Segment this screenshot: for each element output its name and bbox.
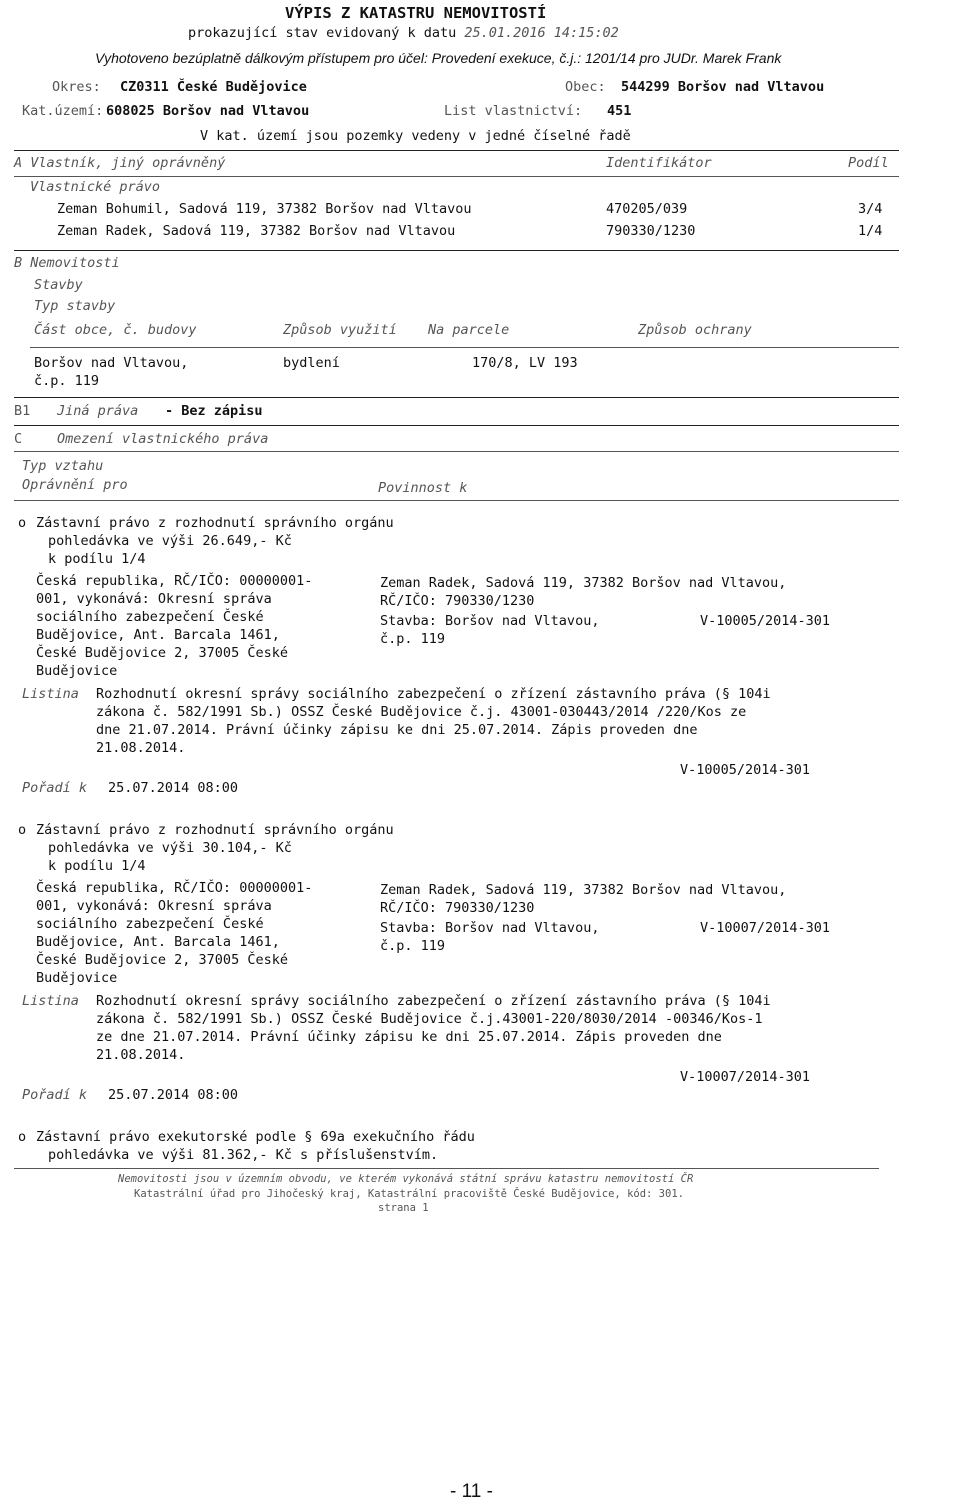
divider — [14, 397, 899, 398]
entry-reference: V-10007/2014-301 — [700, 920, 831, 936]
subtitle: prokazující stav evidovaný k datu 25.01.2016 14:15:02 — [188, 25, 619, 41]
entry-amount: pohledávka ve výši 81.362,- Kč s příslušenstvím. — [48, 1147, 439, 1163]
purpose-line: Vyhotoveno bezúplatně dálkovým přístupem pro účel: Provedení exekuce, č.j.: 1201/14 pro JUDr. Marek Frank — [95, 50, 782, 66]
debtor-line: Zeman Radek, Sadová 119, 37382 Boršov nad Vltavou, — [380, 575, 787, 591]
subtitle-date: 25.01.2016 14:15:02 — [464, 25, 619, 41]
katuzemi-value: 608025 Boršov nad Vltavou — [106, 103, 310, 119]
section-b1-value: - Bez zápisu — [165, 403, 263, 419]
listina-label: Listina — [22, 686, 79, 702]
typ-stavby: Typ stavby — [34, 298, 116, 314]
debtor-line: RČ/IČO: 790330/1230 — [380, 593, 535, 609]
building-parcel: 170/8, LV 193 — [472, 355, 578, 371]
entry-title: Zástavní právo exekutorské podle § 69a exekučního řádu — [36, 1129, 475, 1145]
col-zpusob-vyuziti: Způsob využití — [283, 322, 397, 338]
entry-title: Zástavní právo z rozhodnutí správního orgánu — [36, 822, 394, 838]
col-identifikator: Identifikátor — [606, 155, 712, 171]
footer-line: Katastrální úřad pro Jihočeský kraj, Katastrální pracoviště České Budějovice, kód: 301. — [134, 1188, 684, 1200]
katuzemi-label: Kat.území: — [22, 103, 104, 119]
creditor-line: Česká republika, RČ/IČO: 00000001- — [36, 573, 313, 589]
creditor-line: 001, vykonává: Okresní správa — [36, 591, 272, 607]
section-c-label: C — [14, 431, 23, 447]
owner-name: Zeman Radek, Sadová 119, 37382 Boršov nad Vltavou — [57, 223, 456, 239]
debtor-line: Zeman Radek, Sadová 119, 37382 Boršov nad Vltavou, — [380, 882, 787, 898]
divider — [14, 425, 899, 426]
section-a-heading: A Vlastník, jiný oprávněný — [14, 155, 226, 171]
creditor-line: Budějovice, Ant. Barcala 1461, — [36, 627, 280, 643]
owner-id: 470205/039 — [606, 201, 688, 217]
creditor-line: sociálního zabezpečení České — [36, 609, 264, 625]
footer-page: strana 1 — [378, 1202, 429, 1214]
creditor-line: 001, vykonává: Okresní správa — [36, 898, 272, 914]
owner-id: 790330/1230 — [606, 223, 696, 239]
owner-share: 1/4 — [858, 223, 883, 239]
okres-value: CZ0311 České Budějovice — [120, 79, 307, 95]
footer-line: Nemovitosti jsou v územním obvodu, ve kterém vykonává státní správu katastru nemovitostí ČR — [118, 1173, 694, 1185]
entry-bullet: o — [18, 515, 27, 531]
poradi-value: 25.07.2014 08:00 — [108, 1087, 239, 1103]
col-zpusob-ochrany: Způsob ochrany — [638, 322, 752, 338]
creditor-line: Česká republika, RČ/IČO: 00000001- — [36, 880, 313, 896]
divider — [14, 150, 899, 151]
typ-vztahu: Typ vztahu — [22, 458, 104, 474]
listina-label: Listina — [22, 993, 79, 1009]
section-b-heading: B Nemovitosti — [14, 255, 120, 271]
creditor-line: České Budějovice 2, 37005 České — [36, 645, 288, 661]
kat-note: V kat. území jsou pozemky vedeny v jedné číselné řadě — [200, 128, 631, 144]
divider — [30, 347, 899, 348]
debtor-line: č.p. 119 — [380, 938, 446, 954]
entry-bullet: o — [18, 822, 27, 838]
listina-line: Rozhodnutí okresní správy sociálního zabezpečení o zřízení zástavního práva (§ 104i — [96, 993, 771, 1009]
owner-share: 3/4 — [858, 201, 883, 217]
opravneni-pro: Oprávnění pro — [22, 477, 128, 493]
creditor-line: sociálního zabezpečení České — [36, 916, 264, 932]
building-use: bydlení — [283, 355, 340, 371]
debtor-line: Stavba: Boršov nad Vltavou, — [380, 613, 600, 629]
divider — [14, 451, 899, 452]
lv-label: List vlastnictví: — [444, 103, 583, 119]
lv-value: 451 — [607, 103, 632, 119]
okres-label: Okres: — [52, 79, 101, 95]
obec-value: 544299 Boršov nad Vltavou — [621, 79, 825, 95]
section-c-heading: Omezení vlastnického práva — [57, 431, 269, 447]
divider — [14, 250, 899, 251]
section-b1-label: B1 — [14, 403, 31, 419]
entry-reference: V-10007/2014-301 — [680, 1069, 811, 1085]
divider — [14, 176, 899, 177]
listina-line: dne 21.07.2014. Právní účinky zápisu ke dni 25.07.2014. Zápis proveden dne — [96, 722, 698, 738]
entry-share: k podílu 1/4 — [48, 551, 146, 567]
building-number: č.p. 119 — [34, 373, 100, 389]
creditor-line: Budějovice — [36, 970, 118, 986]
building-location: Boršov nad Vltavou, — [34, 355, 189, 371]
section-a-subheading: Vlastnické právo — [30, 179, 161, 195]
entry-reference: V-10005/2014-301 — [700, 613, 831, 629]
povinnost-k: Povinnost k — [378, 480, 468, 496]
obec-label: Obec: — [565, 79, 606, 95]
listina-line: 21.08.2014. — [96, 1047, 186, 1063]
stavby-heading: Stavby — [34, 277, 83, 293]
footer-divider — [14, 1168, 879, 1169]
listina-line: zákona č. 582/1991 Sb.) OSSZ České Budějovice č.j.43001-220/8030/2014 -00346/Kos-1 — [96, 1011, 763, 1027]
entry-amount: pohledávka ve výši 26.649,- Kč — [48, 533, 292, 549]
owner-name: Zeman Bohumil, Sadová 119, 37382 Boršov nad Vltavou — [57, 201, 472, 217]
page-number: - 11 - — [450, 1481, 493, 1502]
document-title: VÝPIS Z KATASTRU NEMOVITOSTÍ — [285, 4, 547, 22]
creditor-line: Budějovice — [36, 663, 118, 679]
section-b1-heading: Jiná práva — [57, 403, 139, 419]
poradi-label: Pořadí k — [22, 1087, 88, 1103]
debtor-line: RČ/IČO: 790330/1230 — [380, 900, 535, 916]
listina-line: zákona č. 582/1991 Sb.) OSSZ České Budějovice č.j. 43001-030443/2014 /220/Kos ze — [96, 704, 747, 720]
entry-title: Zástavní právo z rozhodnutí správního orgánu — [36, 515, 394, 531]
listina-line: ze dne 21.07.2014. Právní účinky zápisu ke dni 25.07.2014. Zápis proveden dne — [96, 1029, 722, 1045]
debtor-line: Stavba: Boršov nad Vltavou, — [380, 920, 600, 936]
entry-reference: V-10005/2014-301 — [680, 762, 811, 778]
poradi-value: 25.07.2014 08:00 — [108, 780, 239, 796]
creditor-line: Budějovice, Ant. Barcala 1461, — [36, 934, 280, 950]
entry-amount: pohledávka ve výši 30.104,- Kč — [48, 840, 292, 856]
col-podil: Podíl — [848, 155, 889, 171]
debtor-line: č.p. 119 — [380, 631, 446, 647]
divider — [14, 500, 899, 501]
listina-line: Rozhodnutí okresní správy sociálního zabezpečení o zřízení zástavního práva (§ 104i — [96, 686, 771, 702]
col-na-parcele: Na parcele — [428, 322, 510, 338]
entry-bullet: o — [18, 1129, 27, 1145]
entry-share: k podílu 1/4 — [48, 858, 146, 874]
listina-line: 21.08.2014. — [96, 740, 186, 756]
poradi-label: Pořadí k — [22, 780, 88, 796]
col-cast-obce: Část obce, č. budovy — [34, 322, 197, 338]
creditor-line: České Budějovice 2, 37005 České — [36, 952, 288, 968]
